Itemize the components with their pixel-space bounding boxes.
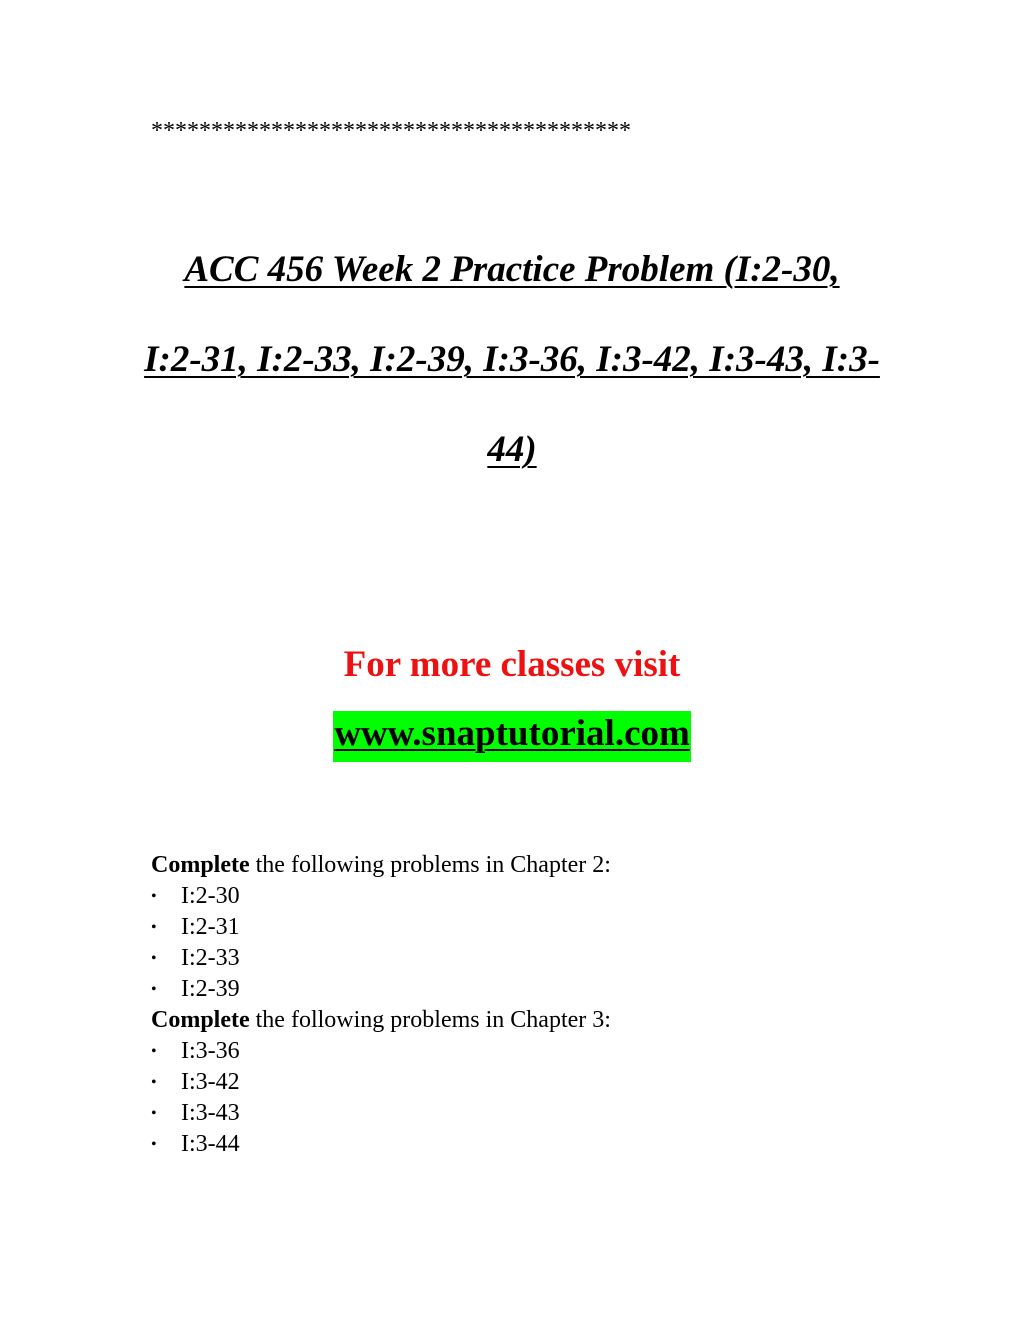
title-line-1: ACC 456 Week 2 Practice Problem (I:2-30, bbox=[184, 249, 840, 290]
bullet-dot-icon: • bbox=[151, 950, 157, 967]
list-item-label: I:3-36 bbox=[181, 1038, 240, 1064]
bullet-dot-icon: • bbox=[151, 1136, 157, 1153]
bullet-dot-icon: • bbox=[151, 1105, 157, 1122]
list-item bbox=[151, 1129, 611, 1160]
title-line-3: 44) bbox=[487, 429, 537, 470]
problem-list-content bbox=[151, 850, 611, 1160]
chapter-3-intro-bold: Complete bbox=[151, 1007, 250, 1033]
chapter-2-intro-bold: Complete bbox=[151, 852, 250, 878]
asterisk-separator: **************************************** bbox=[151, 118, 631, 144]
list-item bbox=[151, 1036, 611, 1067]
list-item bbox=[151, 974, 611, 1005]
list-item-label: I:3-44 bbox=[181, 1131, 240, 1157]
list-item-label: I:3-43 bbox=[181, 1100, 240, 1126]
list-item-label: I:3-42 bbox=[181, 1069, 240, 1095]
chapter-2-problem-list bbox=[151, 881, 611, 1005]
title-line-2: I:2-31, I:2-33, I:2-39, I:3-36, I:3-42, I:3-43, I:3- bbox=[144, 339, 880, 380]
list-item-label: I:2-33 bbox=[181, 945, 240, 971]
promo-link-container bbox=[0, 711, 1024, 762]
promo-visit-text: For more classes visit bbox=[343, 644, 681, 685]
list-item-label: I:2-31 bbox=[181, 914, 240, 940]
bullet-dot-icon: • bbox=[151, 1074, 157, 1091]
snaptutorial-link[interactable]: www.snaptutorial.com bbox=[333, 711, 691, 762]
chapter-2-intro-text: the following problems in Chapter 2: bbox=[249, 852, 611, 878]
bullet-dot-icon: • bbox=[151, 981, 157, 998]
bullet-dot-icon: • bbox=[151, 919, 157, 936]
chapter-2-intro bbox=[151, 850, 611, 881]
list-item bbox=[151, 943, 611, 974]
chapter-3-intro-text: the following problems in Chapter 3: bbox=[249, 1007, 611, 1033]
list-item bbox=[151, 1067, 611, 1098]
list-item-label: I:2-39 bbox=[181, 976, 240, 1002]
bullet-dot-icon: • bbox=[151, 888, 157, 905]
bullet-dot-icon: • bbox=[151, 1043, 157, 1060]
list-item-label: I:2-30 bbox=[181, 883, 240, 909]
list-item bbox=[151, 912, 611, 943]
chapter-3-problem-list bbox=[151, 1036, 611, 1160]
list-item bbox=[151, 1098, 611, 1129]
list-item bbox=[151, 881, 611, 912]
chapter-3-intro bbox=[151, 1005, 611, 1036]
